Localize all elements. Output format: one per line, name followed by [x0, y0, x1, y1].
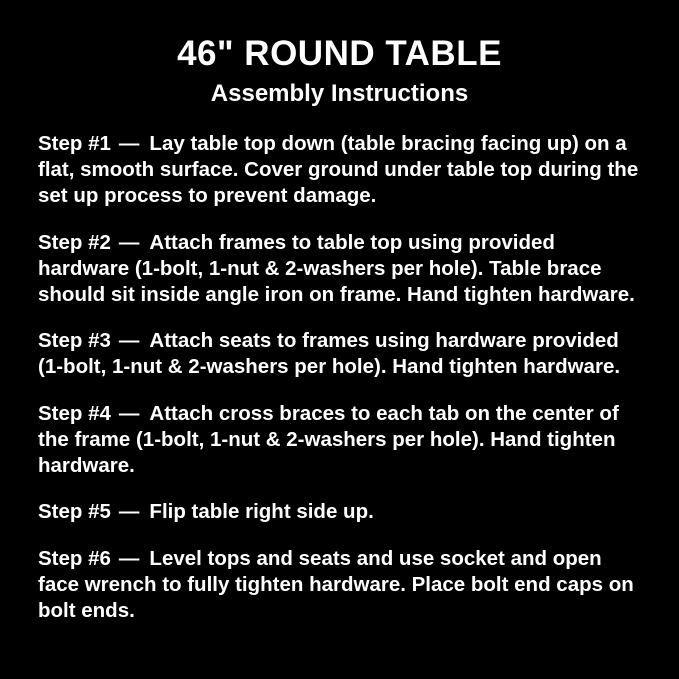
step-6 [38, 546, 641, 624]
step-4-text: Attach cross braces to each tab on the center of the frame (1-bolt, 1-nut & 2-washers per hole). Hand tighten hardware. [38, 401, 619, 477]
step-1 [38, 131, 641, 209]
step-3-text: Attach seats to frames using hardware provided (1-bolt, 1-nut & 2-washers per hole). Hand tighten hardware. [38, 329, 621, 379]
page-title: 46" ROUND TABLE [177, 34, 502, 73]
step-4 [38, 401, 641, 479]
step-5 [38, 499, 641, 525]
page-subtitle: Assembly Instructions [210, 80, 469, 108]
steps-list [38, 131, 641, 624]
step-2 [38, 230, 641, 308]
step-4-label: Step #4 [38, 401, 111, 425]
step-1-dash: — [118, 132, 140, 156]
step-3-dash: — [118, 329, 140, 353]
step-5-text: Flip table right side up. [149, 500, 374, 524]
step-2-dash: — [118, 230, 140, 254]
step-4-dash: — [118, 401, 140, 425]
step-2-text: Attach frames to table top using provided hardware (1-bolt, 1-nut & 2-washers per hole). Table brace should sit inside angle iron on frame. Hand tighten hardware. [38, 230, 635, 306]
card-header [38, 34, 641, 109]
step-3 [38, 328, 641, 380]
step-5-label: Step #5 [38, 500, 111, 524]
step-6-dash: — [118, 546, 140, 570]
step-6-text: Level tops and seats and use socket and open face wrench to fully tighten hardware. Place bolt end caps on bolt ends. [38, 546, 634, 622]
step-3-label: Step #3 [38, 329, 111, 353]
step-6-label: Step #6 [38, 546, 111, 570]
step-5-dash: — [118, 500, 140, 524]
step-2-label: Step #2 [38, 230, 111, 254]
step-1-label: Step #1 [38, 132, 111, 156]
step-1-text: Lay table top down (table bracing facing up) on a flat, smooth surface. Cover ground under table top during the set up process to prevent damage. [38, 132, 639, 208]
